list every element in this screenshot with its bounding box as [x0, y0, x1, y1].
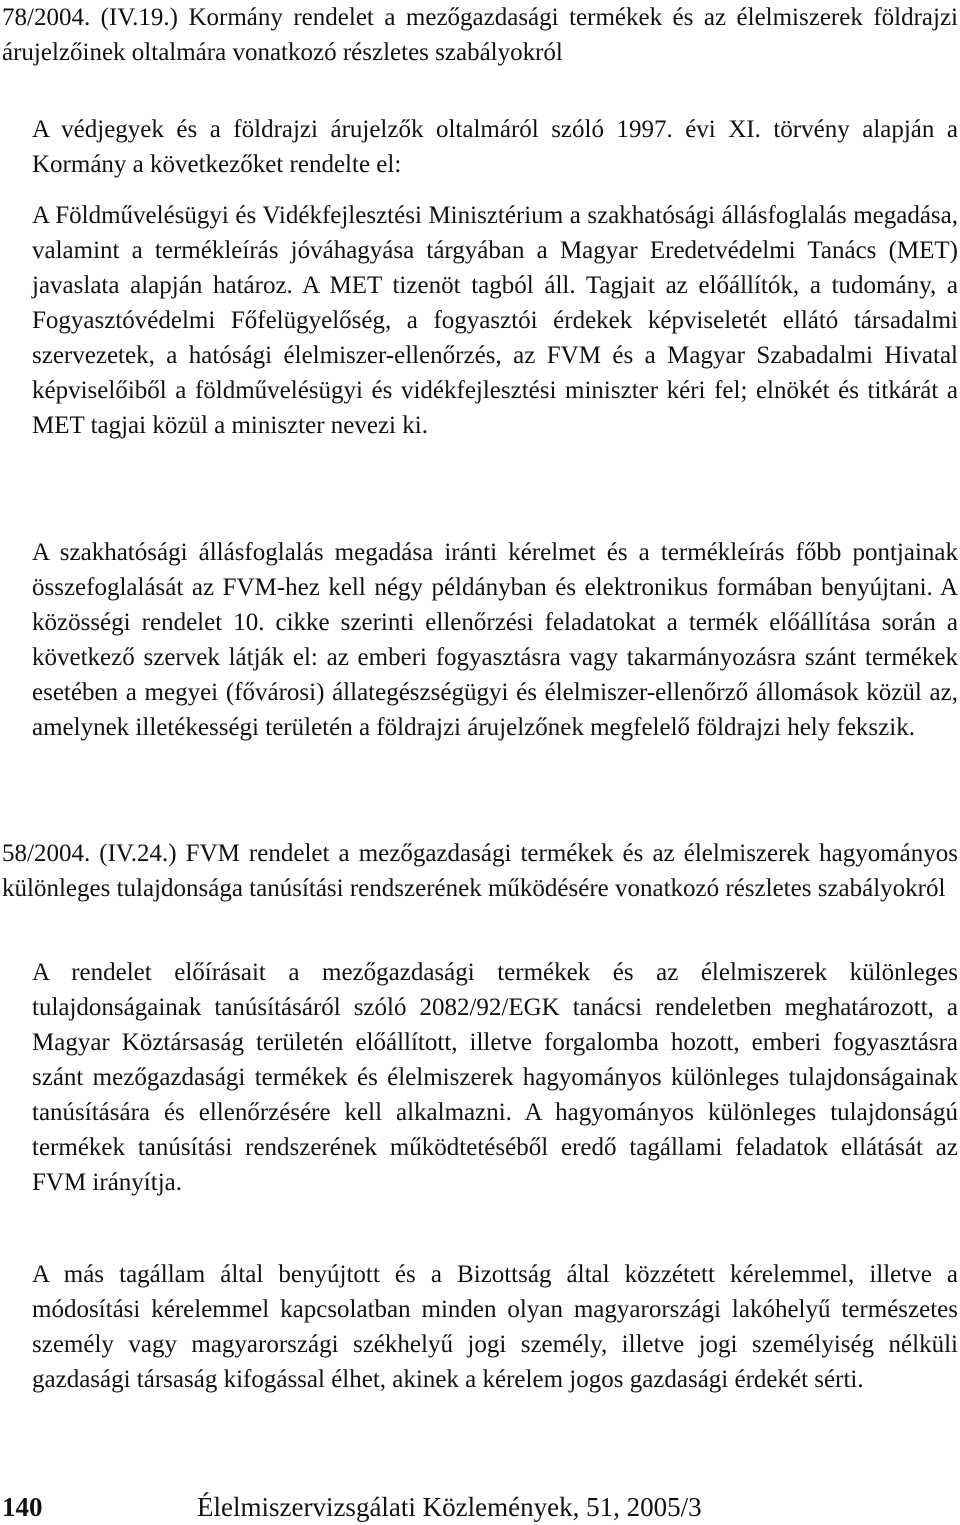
paragraph-objection: A más tagállam által benyújtott és a Bizottság által közzétett kérelemmel, illetve a módosítási kérelemmel kapcsolatban minden olyan magyarországi lakóhelyű természetes személy vagy magyarországi székhelyű jogi személy, illetve jogi személyiség nélküli gazdasági társaság kifogással élhet, akinek a kérelem jogos gazdasági érdekét sérti.	[32, 1261, 958, 1393]
journal-citation: Élelmiszervizsgálati Közlemények, 51, 2005/3	[197, 1492, 702, 1522]
section-title-78-2004: 78/2004. (IV.19.) Kormány rendelet a mezőgazdasági termékek és az élelmiszerek földrajzi árujelzőinek oltalmára vonatkozó részletes szabályokról	[2, 4, 958, 66]
page-footer	[2, 1490, 958, 1525]
paragraph-met-council: A Földművelésügyi és Vidékfejlesztési Minisztérium a szakhatósági állásfoglalás megadása, valamint a termékleírás jóváhagyása tárgyában a Magyar Eredetvédelmi Tanács (MET) javaslata alapján határoz. A MET tizenöt tagból áll. Tagjait az előállítók, a tudomány, a Fogyasztóvédelmi Főfelügyelőség, a fogyasztói érdekek képviseletét ellátó társadalmi szervezetek, a hatósági élelmiszer-ellenőrzés, az FVM és a Magyar Szabadalmi Hivatal képviselőiből a földművelésügyi és vidékfejlesztési miniszter kéri fel; elnökét és titkárát a MET tagjai közül a miniszter nevezi ki.	[32, 202, 958, 439]
section-title-58-2004: 58/2004. (IV.24.) FVM rendelet a mezőgazdasági termékek és az élelmiszerek hagyományos különleges tulajdonsága tanúsítási rendszerének működésére vonatkozó részletes szabályokról	[2, 840, 958, 902]
page-number: 140	[2, 1492, 43, 1522]
paragraph-traditional-specialities: A rendelet előírásait a mezőgazdasági termékek és az élelmiszerek különleges tulajdonságainak tanúsításáról szóló 2082/92/EGK tanácsi rendeletben meghatározott, a Magyar Köztársaság területén előállított, illetve forgalomba hozott, emberi fogyasztásra szánt mezőgazdasági termékek és élelmiszerek hagyományos különleges tulajdonságainak tanúsítására és ellenőrzésére kell alkalmazni. A hagyományos különleges tulajdonságú termékek tanúsítási rendszerének működtetéséből eredő tagállami feladatok ellátását az FVM irányítja.	[32, 959, 958, 1196]
paragraph-legal-basis: A védjegyek és a földrajzi árujelzők oltalmáról szóló 1997. évi XI. törvény alapján a Kormány a következőket rendelte el:	[32, 116, 958, 178]
paragraph-application-submission: A szakhatósági állásfoglalás megadása iránti kérelmet és a termékleírás főbb pontjainak összefoglalását az FVM-hez kell négy példányban és elektronikus formában benyújtani. A közösségi rendelet 10. cikke szerinti ellenőrzési feladatokat a termék előállítása során a következő szervek látják el: az emberi fogyasztásra vagy takarmányozásra szánt termékek esetében a megyei (fővárosi) állategészségügyi és élelmiszer-ellenőrző állomások közül az, amelynek illetékességi területén a földrajzi árujelzőnek megfelelő földrajzi hely fekszik.	[32, 539, 958, 741]
